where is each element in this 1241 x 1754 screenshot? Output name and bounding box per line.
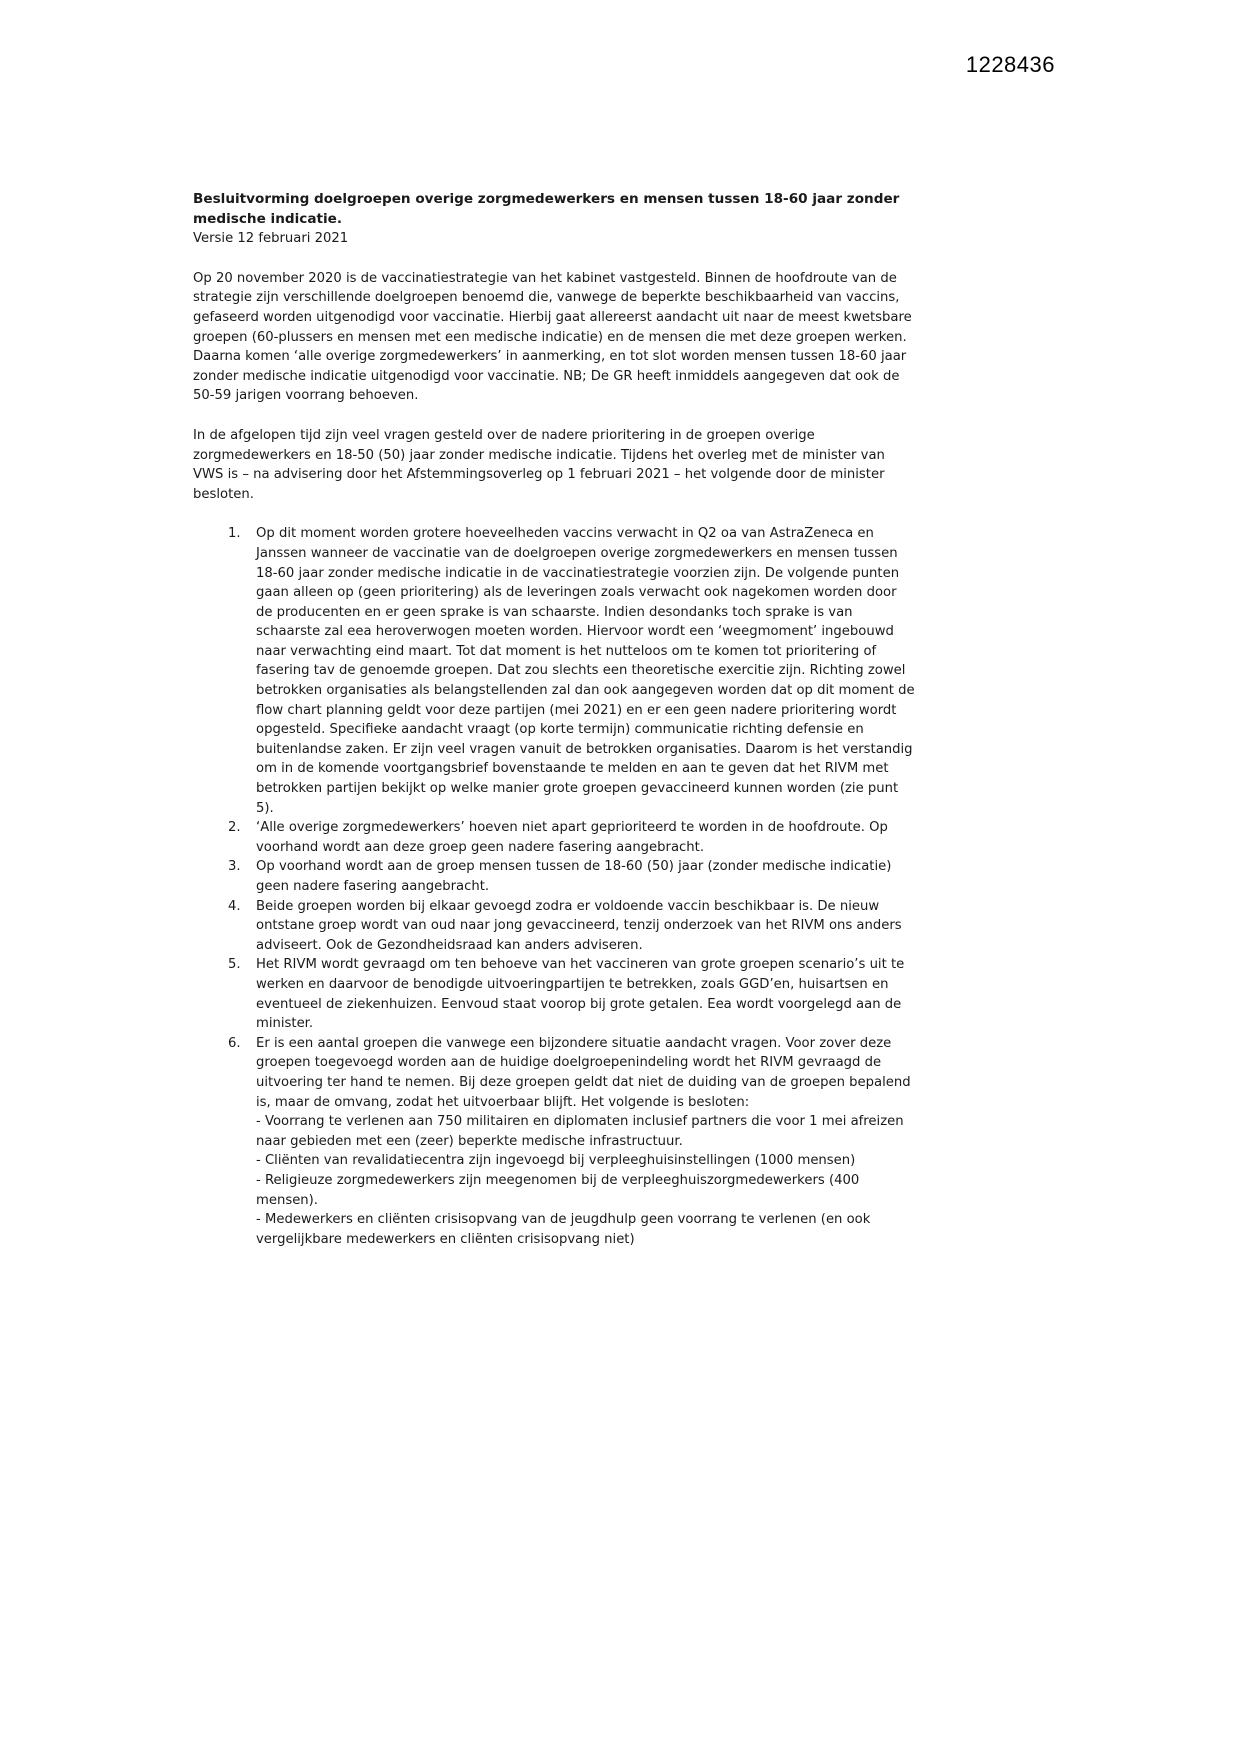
sub-item-revalidatiecentra: - Cliënten van revalidatiecentra zijn ingevoegd bij verpleeghuisinstellingen (1000 mensen) — [256, 1153, 856, 1169]
list-item-number: 1. — [228, 526, 241, 542]
list-item-text: Het RIVM wordt gevraagd om ten behoeve van het vaccineren van grote groepen scenario’s uit te werken en daarvoor de benodigde uitvoeringpartijen te betrekken, zoals GGD’en, huisartsen en eventueel de ziekenhuizen. Eenvoud staat voorop bij grote getalen. Eea wordt voorgelegd aan de minister. — [256, 957, 905, 1032]
version-line: Versie 12 februari 2021 — [193, 231, 349, 247]
paragraph-minister-decision: In de afgelopen tijd zijn veel vragen gesteld over de nadere prioritering in de groepen overige zorgmedewerkers en 18-50 (50) jaar zonder medische indicatie. Tijdens het overleg met de minister van VWS is – na advisering door het Afstemmingsoverleg op 1 februari 2021 – het volgende door de minister besloten. — [193, 427, 885, 502]
list-item-text: Op dit moment worden grotere hoeveelheden vaccins verwacht in Q2 oa van AstraZeneca en Janssen wanneer de vaccinatie van de doelgroepen overige zorgmedewerkers en mensen tussen 18-60 jaar zonder medische indicatie in de vaccinatiestrategie voorzien zijn. De volgende punten gaan alleen op (geen prioritering) als de leveringen zoals verwacht ook nagekomen worden door de producenten en er geen sprake is van schaarste. Indien desondanks toch sprake is van schaarste zal eea heroverwogen moeten worden. Hiervoor wordt een ‘weegmoment’ ingebouwd naar verwachting eind maart. Tot dat moment is het nutteloos om te komen tot prioritering of fasering tav de genoemde groepen. Dat zou slechts een theoretische exercitie zijn. Richting zowel betrokken organisaties als belangstellenden zal dan ook aangegeven worden dat op dit moment de flow chart planning geldt voor deze partijen (mei 2021) en er een geen nadere prioritering wordt opgesteld. Specifieke aandacht vraagt (op korte termijn) communicatie richting defensie en buitenlandse zaken. Er zijn veel vragen vanuit de betrokken organisaties. Daarom is het verstandig om in de komende voortgangsbrief bovenstaande te melden en aan te geven dat het RIVM met betrokken partijen bekijkt op welke manier grote groepen gevaccineerd kunnen worden (zie punt 5). — [256, 526, 915, 816]
sub-item-religieuze-zorgmedewerkers: - Religieuze zorgmedewerkers zijn meegenomen bij de verpleeghuiszorgmedewerkers (400 mensen). — [256, 1172, 860, 1208]
page-number-stamp: 1228436 — [965, 52, 1055, 77]
list-item-text: Op voorhand wordt aan de groep mensen tussen de 18-60 (50) jaar (zonder medische indicatie) geen nadere fasering aangebracht. — [256, 859, 892, 894]
list-item-intro: Er is een aantal groepen die vanwege een bijzondere situatie aandacht vragen. Voor zover deze groepen toegevoegd worden aan de huidige doelgroepenindeling wordt het RIVM gevraagd de uitvoering ter hand te nemen. Bij deze groepen geldt dat niet de duiding van de groepen bepalend is, maar de omvang, zodat het uitvoerbaar blijft. Het volgende is besloten: — [256, 1035, 911, 1110]
sub-item-jeugdhulp: - Medewerkers en cliënten crisisopvang van de jeugdhulp geen voorrang te verlenen (en ook vergelijkbare medewerkers en cliënten crisisopvang niet) — [256, 1212, 871, 1247]
list-item-number: 5. — [228, 957, 241, 973]
list-item-number: 6. — [228, 1035, 241, 1051]
list-item-text: ‘Alle overige zorgmedewerkers’ hoeven niet apart geprioriteerd te worden in de hoofdroute. Op voorhand wordt aan deze groep geen nadere fasering aangebracht. — [256, 820, 888, 855]
document-content — [193, 190, 915, 1249]
paragraph-intro-strategy: Op 20 november 2020 is de vaccinatiestrategie van het kabinet vastgesteld. Binnen de hoofdroute van de strategie zijn verschillende doelgroepen benoemd die, vanwege de beperkte beschikbaarheid van vaccins, gefaseerd worden uitgenodigd voor vaccinatie. Hierbij gaat allereerst aandacht uit naar de meest kwetsbare groepen (60-plussers en mensen met een medische indicatie) en de mensen die met deze groepen werken. Daarna komen ‘alle overige zorgmedewerkers’ in aanmerking, en tot slot worden mensen tussen 18-60 jaar zonder medische indicatie uitgenodigd voor vaccinatie. NB; De GR heeft inmiddels aangegeven dat ook de 50-59 jarigen voorrang behoeven. — [193, 270, 912, 404]
list-item — [193, 857, 915, 896]
list-item-text — [256, 1034, 915, 1250]
list-item — [193, 955, 915, 1033]
list-item-number: 2. — [228, 820, 241, 836]
list-item-number: 4. — [228, 898, 241, 914]
list-item — [193, 524, 915, 818]
list-item — [193, 1034, 915, 1250]
list-item-number: 3. — [228, 859, 241, 875]
document-title: Besluitvorming doelgroepen overige zorgmedewerkers en mensen tussen 18-60 jaar zonder medische indicatie. — [193, 191, 900, 227]
list-item — [193, 897, 915, 956]
list-item-text: Beide groepen worden bij elkaar gevoegd zodra er voldoende vaccin beschikbaar is. De nieuw ontstane groep wordt van oud naar jong gevaccineerd, tenzij onderzoek van het RIVM ons anders adviseert. Ook de Gezondheidsraad kan anders adviseren. — [256, 898, 902, 953]
decision-list — [193, 524, 915, 1249]
list-item — [193, 818, 915, 857]
sub-item-militairen: - Voorrang te verlenen aan 750 militairen en diplomaten inclusief partners die voor 1 mei afreizen naar gebieden met een (zeer) beperkte medische infrastructuur. — [256, 1114, 904, 1149]
